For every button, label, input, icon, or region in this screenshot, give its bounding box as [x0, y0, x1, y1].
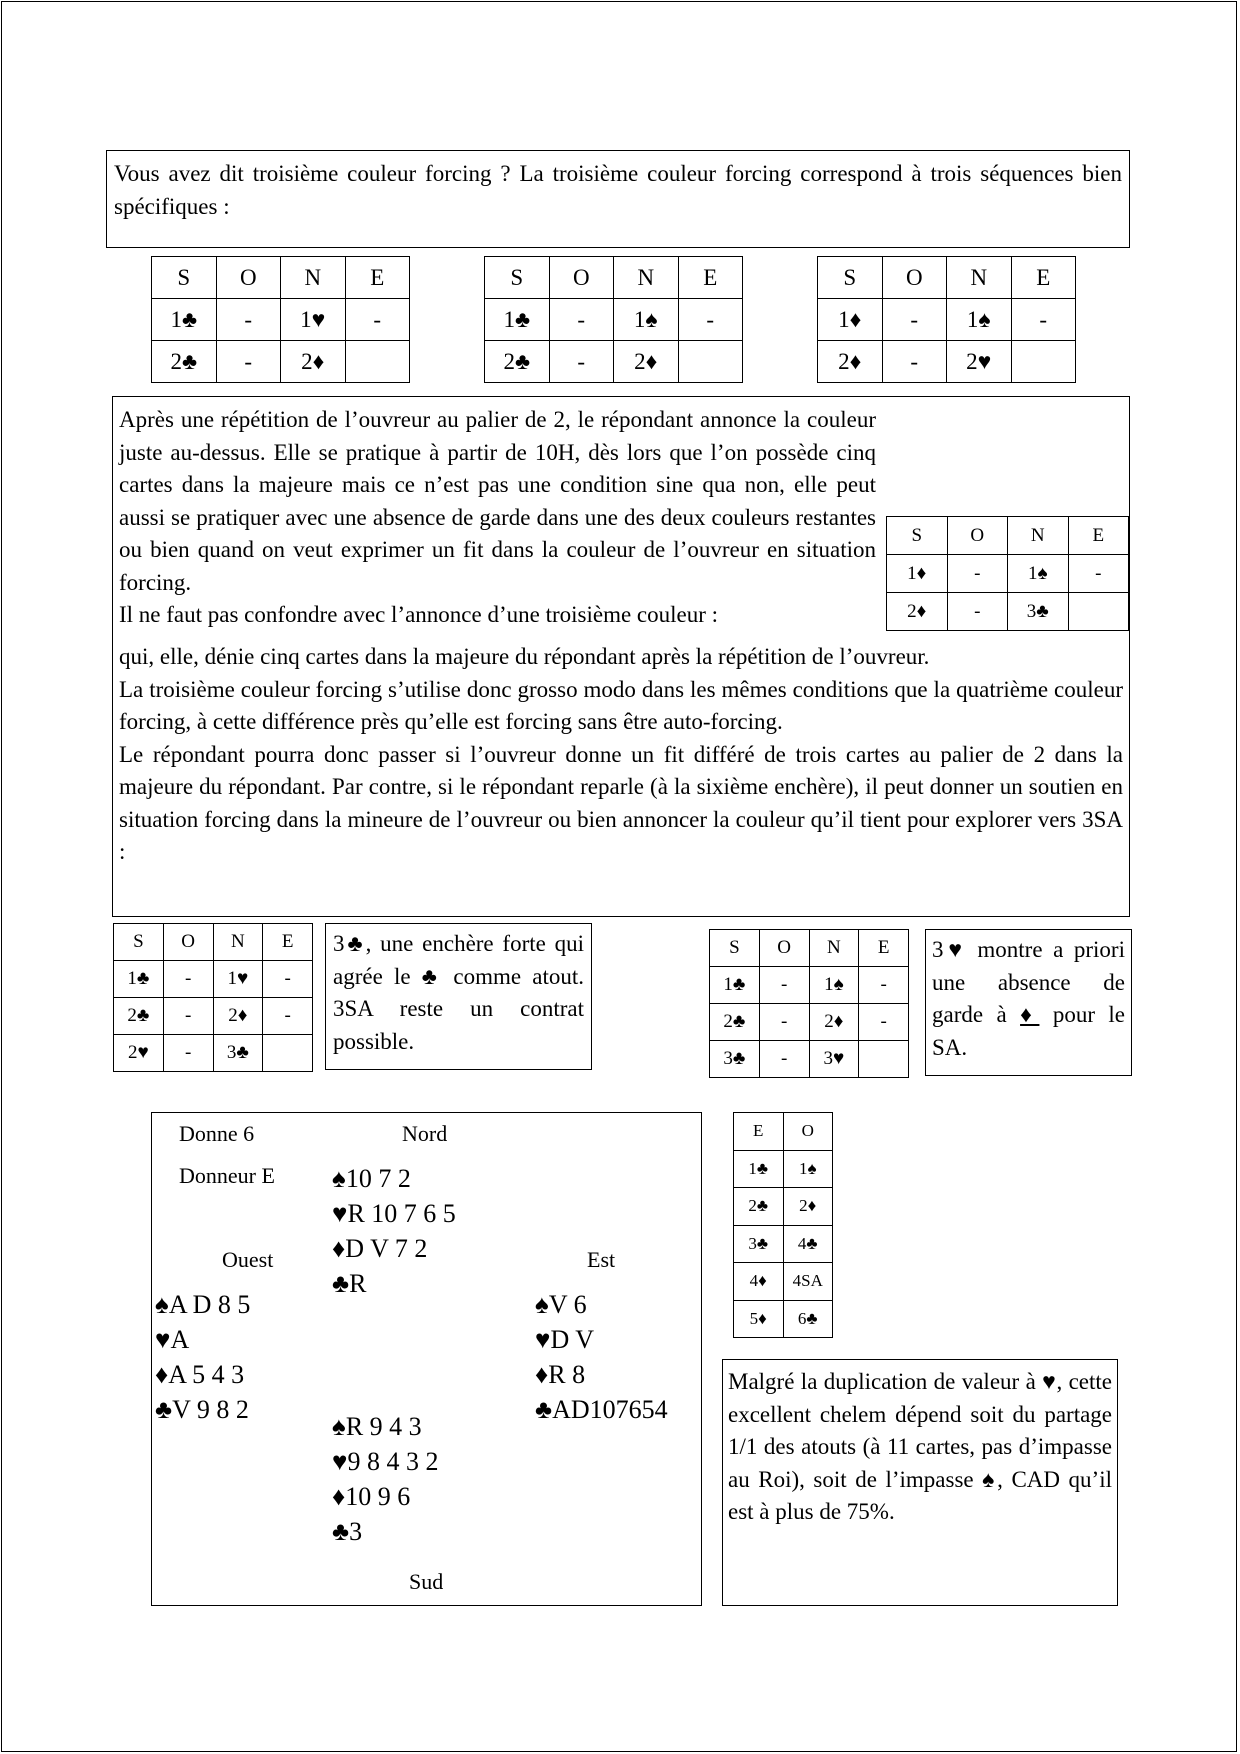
bid-cell: -	[859, 1004, 909, 1041]
example2-note-text	[932, 934, 1125, 1064]
bid-cell: -	[882, 341, 947, 383]
bid-cell: 1♥	[281, 299, 346, 341]
bid-cell: -	[759, 1041, 809, 1078]
bid-cell: 2♦	[783, 1188, 833, 1226]
bid-cell: 2♦	[809, 1004, 859, 1041]
bid-cell: 2♣	[152, 341, 217, 383]
seq-header: E	[263, 924, 313, 961]
seq-header: O	[882, 257, 947, 299]
example1-note	[325, 923, 592, 1070]
dealer: Donneur E	[179, 1163, 275, 1188]
bid-cell: 3♣	[1008, 593, 1069, 631]
auction-header: O	[783, 1113, 833, 1151]
bid-cell: 3♣	[734, 1225, 784, 1263]
bid-cell: -	[1068, 555, 1129, 593]
south-hand	[332, 1409, 438, 1549]
east-hearts: ♥D V	[535, 1325, 595, 1354]
seq-header: N	[947, 257, 1012, 299]
bid-cell	[678, 341, 743, 383]
example1-table	[113, 923, 313, 1072]
bid-cell	[263, 1035, 313, 1072]
bid-cell: -	[263, 998, 313, 1035]
north-hearts: ♥R 10 7 6 5	[332, 1199, 456, 1228]
explanation-para3: Le répondant pourra donc passer si l’ouvreur donne un fit différé de trois cartes au palier de 2 dans la majeure du répondant. Par contre, si le répondant reparle (à la sixième enchère), il peut donner un soutien en situation forcing dans la mineure de l’ouvreur ou bien annoncer la couleur qu’il tient pour explorer vers 3SA :	[119, 741, 1123, 864]
bid-cell: 2♣	[734, 1188, 784, 1226]
bid-cell: 1♠	[614, 299, 679, 341]
inset-sequence-table	[886, 516, 1129, 631]
seq-header: O	[549, 257, 614, 299]
bid-cell: -	[1011, 299, 1076, 341]
bid-cell: -	[163, 998, 213, 1035]
west-diamonds: ♦A 5 4 3	[155, 1360, 245, 1389]
deal-diagram	[151, 1112, 702, 1606]
bid-cell: 2♣	[485, 341, 550, 383]
bid-cell: 1♦	[818, 299, 883, 341]
auction-header: E	[734, 1113, 784, 1151]
west-hand	[155, 1287, 250, 1427]
example2-note-b: pour le SA.	[932, 1002, 1125, 1060]
north-clubs: ♣R	[332, 1269, 367, 1298]
seq-header: N	[809, 930, 859, 967]
bid-cell: -	[882, 299, 947, 341]
south-spades: ♠R 9 4 3	[332, 1412, 422, 1441]
example2-note-a: 3♥ montre a priori une absence de garde à	[932, 937, 1125, 1027]
east-label: Est	[587, 1247, 616, 1272]
bid-cell: 1♣	[114, 961, 164, 998]
bid-cell: -	[759, 967, 809, 1004]
bid-cell: 3♣	[710, 1041, 760, 1078]
bid-cell: 1♥	[213, 961, 263, 998]
sequence-table-1	[151, 256, 410, 383]
seq-header: S	[114, 924, 164, 961]
east-diamonds: ♦R 8	[535, 1360, 586, 1389]
sequence-table-2	[484, 256, 743, 383]
seq-header: N	[281, 257, 346, 299]
west-label: Ouest	[222, 1247, 274, 1272]
bid-cell: 1♣	[152, 299, 217, 341]
seq-header: N	[614, 257, 679, 299]
seq-header: S	[152, 257, 217, 299]
north-hand	[332, 1161, 456, 1301]
bid-cell	[859, 1041, 909, 1078]
seq-header: O	[947, 517, 1008, 555]
seq-header: E	[345, 257, 410, 299]
bid-cell: 2♦	[614, 341, 679, 383]
bid-cell: -	[549, 341, 614, 383]
example2-table	[709, 929, 909, 1078]
bid-cell: -	[345, 299, 410, 341]
bid-cell: 2♦	[818, 341, 883, 383]
seq-header: S	[485, 257, 550, 299]
seq-header: O	[759, 930, 809, 967]
bid-cell: -	[678, 299, 743, 341]
intro-text: Vous avez dit troisième couleur forcing ? La troisième couleur forcing correspond à trois séquences bien spécifiques :	[114, 161, 1122, 219]
seq-header: E	[1068, 517, 1129, 555]
bid-cell: 6♣	[783, 1300, 833, 1338]
commentary-text: Malgré la duplication de valeur à ♥, cette excellent chelem dépend soit du partage 1/1 des atouts (à 11 cartes, pas d’impasse au Roi), soit de l’impasse ♠, CAD qu’il est à plus de 75%.	[728, 1369, 1112, 1524]
seq-header: S	[887, 517, 948, 555]
south-clubs: ♣3	[332, 1517, 363, 1546]
bid-cell: 1♣	[710, 967, 760, 1004]
north-diamonds: ♦D V 7 2	[332, 1234, 428, 1263]
south-diamonds: ♦10 9 6	[332, 1482, 411, 1511]
explanation-line1: Après une répétition de l’ouvreur au palier de 2, le répondant annonce la couleur juste au-dessus. Elle se pratique à partir de 10H, dès lors que l’on possède cinq cartes dans la majeure mais ce n’est pas une condition sine qua non, elle peut aussi se pratiquer avec une absence de garde dans une des deux couleurs restantes ou bien quand on veut exprimer un fit dans la couleur de l’ouvreur en situation forcing.	[119, 407, 876, 595]
bid-cell	[1068, 593, 1129, 631]
bid-cell: 2♦	[887, 593, 948, 631]
bid-cell: -	[163, 1035, 213, 1072]
west-hearts: ♥A	[155, 1325, 190, 1354]
explanation-para1: qui, elle, dénie cinq cartes dans la majeure du répondant après la répétition de l’ouvreur.	[119, 644, 930, 669]
bid-cell: 1♠	[947, 299, 1012, 341]
bid-cell: -	[263, 961, 313, 998]
bid-cell: 1♣	[734, 1150, 784, 1188]
seq-header: E	[1011, 257, 1076, 299]
bid-cell: -	[947, 555, 1008, 593]
bid-cell: -	[549, 299, 614, 341]
bid-cell: 3♥	[809, 1041, 859, 1078]
seq-header: E	[859, 930, 909, 967]
deal-number: Donne 6	[179, 1121, 255, 1146]
south-label: Sud	[409, 1569, 444, 1594]
bid-cell: -	[859, 967, 909, 1004]
west-clubs: ♣V 9 8 2	[155, 1395, 249, 1424]
seq-header: N	[213, 924, 263, 961]
auction-table	[733, 1112, 833, 1338]
bid-cell: -	[163, 961, 213, 998]
seq-header: O	[163, 924, 213, 961]
bid-cell: -	[216, 299, 281, 341]
bid-cell: 1♠	[809, 967, 859, 1004]
explanation-bottom	[119, 641, 1123, 869]
explanation-para2: La troisième couleur forcing s’utilise donc grosso modo dans les mêmes conditions que la quatrième couleur forcing, à cette différence près qu’elle est forcing sans être auto-forcing.	[119, 676, 1123, 734]
bid-cell: 4♣	[783, 1225, 833, 1263]
bid-cell: 2♦	[213, 998, 263, 1035]
east-spades: ♠V 6	[535, 1290, 587, 1319]
bid-cell: -	[947, 593, 1008, 631]
bid-cell: 1♠	[783, 1150, 833, 1188]
bid-cell	[1011, 341, 1076, 383]
seq-header: S	[818, 257, 883, 299]
sequence-table-3	[817, 256, 1076, 383]
bid-cell: 2♣	[114, 998, 164, 1035]
west-spades: ♠A D 8 5	[155, 1290, 251, 1319]
example1-note-text: 3♣, une enchère forte qui agrée le ♣ comme atout. 3SA reste un contrat possible.	[333, 931, 584, 1054]
bid-cell: 1♦	[887, 555, 948, 593]
commentary-box	[722, 1359, 1118, 1606]
seq-header: O	[216, 257, 281, 299]
bid-cell: 2♥	[114, 1035, 164, 1072]
intro-box	[106, 150, 1130, 248]
explanation-line2: Il ne faut pas confondre avec l’annonce d’une troisième couleur :	[119, 602, 719, 627]
seq-header: S	[710, 930, 760, 967]
north-label: Nord	[402, 1121, 448, 1146]
seq-header: E	[678, 257, 743, 299]
bid-cell: 2♣	[710, 1004, 760, 1041]
east-clubs: ♣AD107654	[535, 1395, 668, 1424]
bid-cell: 4SA	[783, 1263, 833, 1301]
east-hand	[535, 1287, 668, 1427]
bid-cell: -	[216, 341, 281, 383]
example2-note	[925, 929, 1132, 1076]
bid-cell	[345, 341, 410, 383]
bid-cell: -	[759, 1004, 809, 1041]
bid-cell: 1♠	[1008, 555, 1069, 593]
diamond-icon: ♦	[1020, 1002, 1040, 1027]
bid-cell: 4♦	[734, 1263, 784, 1301]
bid-cell: 5♦	[734, 1300, 784, 1338]
seq-header: N	[1008, 517, 1069, 555]
bid-cell: 2♦	[281, 341, 346, 383]
bid-cell: 2♥	[947, 341, 1012, 383]
north-spades: ♠10 7 2	[332, 1164, 411, 1193]
bid-cell: 1♣	[485, 299, 550, 341]
bid-cell: 3♣	[213, 1035, 263, 1072]
south-hearts: ♥9 8 4 3 2	[332, 1447, 439, 1476]
